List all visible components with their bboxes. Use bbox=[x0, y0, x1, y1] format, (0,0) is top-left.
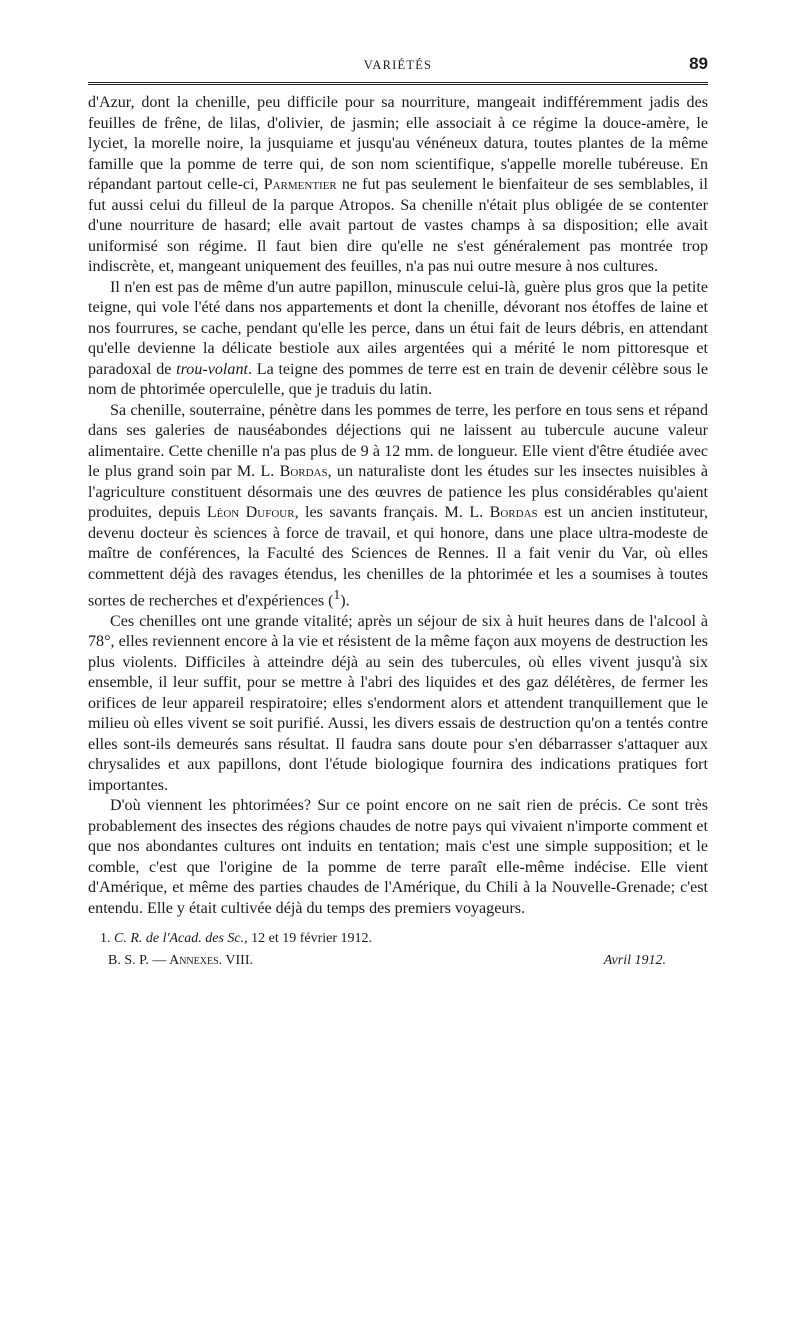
footnote-reference[interactable]: 1 bbox=[333, 587, 341, 602]
paragraph-2-text-b: . La teigne des pommes de terre est en train de devenir célèbre sous le nom de phtorimée operculelle, que je traduis du latin. bbox=[88, 360, 709, 398]
signature-line bbox=[88, 951, 708, 973]
issue-date: Avril 1912. bbox=[603, 953, 666, 969]
running-title: VARIÉTÉS bbox=[363, 58, 433, 72]
paragraph-3-text-e: ). bbox=[340, 592, 350, 610]
paragraph-4: Ces chenilles ont une grande vitalité; après un séjour de six à huit heures dans de l'alcool à 78°, elles reviennent encore à la vie et résistent de la même façon aux moyens de destruction les plus violents. Difficiles à atteindre déjà au sein des tubercules, où elles vivent jusqu'à six ensemble, il leur suffit, pour se mettre à l'abri des liquides et des gaz délétères, de fermer les orifices de leur appareil respiratoire; elles s'endorment alors et attendent tranquillement que le milieu où elles vivent se soit purifié. Aussi, les divers essais de destruction qu'on a tentés contre elles sont-ils demeurés sans résultat. Il faudra sans doute pour s'en débarrasser s'attaquer aux chrysalides et aux papillons, dont l'étude biologique fournira des indications pratiques fort importantes. bbox=[88, 612, 708, 794]
footnote-source: C. R. de l'Acad. des Sc. bbox=[114, 931, 245, 947]
paragraph-1-text-b: ne fut pas seulement le bienfaiteur de ses semblables, il fut aussi celui du filleul de la parque Atropos. Sa chenille n'était plus obligée de se contenter d'une nourriture de hasard; elle avait partout de vastes champs à sa disposition; elle avait uniformisé son régime. Il faut bien dire qu'elle ne s'est généralement pas montrée trop indiscrète, et, mangeant uniquement des feuilles, n'a pas nui outre mesure à nos cultures. bbox=[88, 176, 709, 275]
page bbox=[88, 52, 708, 973]
footnote-area bbox=[88, 929, 708, 973]
paragraph-3-text-b: , un naturaliste dont les études sur les insectes nuisibles à l'agriculture constituent désormais une des œuvres de patience les plus considérables qu'aient produites, depuis bbox=[88, 463, 708, 521]
author-name-dufour: Léon Dufour bbox=[206, 504, 295, 521]
page-header bbox=[88, 52, 708, 82]
paragraph-2-text-a: Il n'en est pas de même d'un autre papillon, minuscule celui-là, guère plus gros que la petite teigne, qui vole l'été dans nos appartements et dont la chenille, dévorant nos étoffes de laine et nos fourrures, se cache, pendant qu'elle les perce, dans un étui fait de leurs débris, en attendant qu'elle devienne la délicate bestiole aux ailes argentées qui a mérité le nom pittoresque et paradoxal de bbox=[88, 278, 708, 378]
header-rule-top bbox=[88, 82, 708, 83]
bulletin-signature: B. S. P. — Annexes. VIII. bbox=[108, 953, 253, 969]
footnote bbox=[88, 929, 708, 949]
footnote-number: 1. bbox=[100, 931, 111, 947]
paragraph-2 bbox=[88, 278, 708, 401]
paragraph-1 bbox=[88, 93, 708, 278]
paragraph-3-text-d: est un ancien instituteur, devenu docteur ès sciences à force de travail, et qui honore, dans une place ultra-modeste de maître de conférences, la Faculté des Sciences de Rennes. Il a fait venir du Var, où elles commettent déjà des ravages étendus, les chenilles de la phtorimée et les a soumises à toutes sortes de recherches et d'expériences ( bbox=[88, 504, 708, 610]
paragraph-1-text-a: d'Azur, dont la chenille, peu difficile pour sa nourriture, mangeait indifféremment jadis des feuilles de frêne, de lilas, d'olivier, de jasmin; elle associait à ce régime la douce-amère, le lyciet, la morelle noire, la jusquiame et jusqu'au vénéneux datura, toutes plantes de la même famille que la pomme de terre qui, de son nom scientifique, s'appelle morelle tubéreuse. En répandant partout celle-ci, bbox=[88, 94, 708, 193]
page-number: 89 bbox=[689, 54, 708, 73]
italic-term: trou-volant bbox=[176, 360, 248, 378]
author-name-bordas: L. Bordas bbox=[260, 463, 328, 480]
paragraph-3-text-c: , les savants français. M. bbox=[294, 504, 463, 521]
author-name-bordas-2: L. Bordas bbox=[469, 504, 538, 521]
paragraph-5: D'où viennent les phtorimées? Sur ce point encore on ne sait rien de précis. Ce sont très probablement des insectes des régions chaudes de notre pays qui vivaient n'importe comment et que nos abondantes cultures ont induits en tentation; mais c'est une simple supposition; et le comble, c'est que l'origine de la pomme de terre paraît elle-même indécise. Elle vient d'Amérique, et même des parties chaudes de l'Amérique, du Chili à la Nouvelle-Grenade; c'est entendu. Elle y était cultivée déjà du temps des premiers voyageurs. bbox=[88, 797, 708, 917]
header-rule-bottom bbox=[88, 84, 708, 85]
body-text bbox=[88, 93, 708, 919]
paragraph-3 bbox=[88, 401, 708, 612]
paragraph-3-text-a: Sa chenille, souterraine, pénètre dans les pommes de terre, les perfore en tous sens et répand dans ses galeries de nauséabondes déjections qui ne laissent au tubercule aucune valeur alimentaire. Cette chenille n'a pas plus de 9 à 12 mm. de longueur. Elle vient d'être étudiée avec le plus grand soin par M. bbox=[88, 401, 708, 480]
author-name-parmentier: Parmentier bbox=[263, 176, 337, 193]
footnote-date: , 12 et 19 février 1912. bbox=[244, 931, 373, 947]
